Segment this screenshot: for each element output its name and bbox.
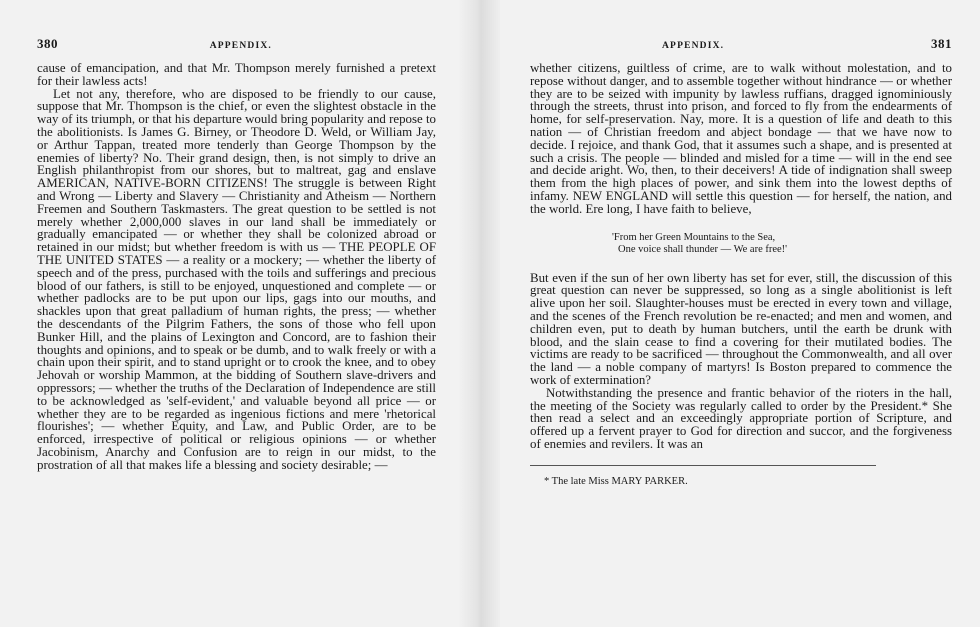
left-paragraph-2: Let not any, therefore, who are disposed to be friendly to our cause, suppose that Mr. Thompson is the chief, or even the slightest obstacle in the way of its triumph, or that his departure would bring popularity and repose to the abolitionists. Is James G. Birney, or Theodore D. Weld, or William Jay, or Arthur Tappan, treated more tenderly than George Thompson by the enemies of liberty? No. Their grand design, then, is not simply to drive an English philanthropist from our shores, but to maltreat, gag and enslave AMERICAN, NATIVE-BORN CITIZENS! The struggle is between Right and Wrong — Liberty and Slavery — Christianity and Atheism — Northern Freemen and Southern Taskmasters. The great question to be settled is not merely whether 2,000,000 slaves in our land shall be immediately or gradually emancipated — or whether they shall be colonized abroad or retained in our midst; but whether freedom is with us — THE PEOPLE OF THE UNITED STATES — a reality or a mockery; — whether the liberty of speech and of the press, purchased with the toils and sufferings and precious blood of our fathers, is still to be enjoyed, unquestioned and complete — or whether padlocks are to be put upon our lips, gags into our mouths, and shackles upon that great palladium of human rights, the press; — whether the descendants of the Pilgrim Fathers, the sons of those who fell upon Bunker Hill, and the plains of Lexington and Concord, are to fashion their thoughts and opinions, and to speak or be dumb, and to walk freely or with a chain upon their spirit, and to stand upright or to crook the knee, and to obey Jehovah or worship Mammon, at the bidding of Southern slave-drivers and oppressors; — whether the truths of the Declaration of Independence are still to be acknowledged as 'self-evident,' and valuable beyond all price — or whether they are to be regarded as ingenious fictions and mere 'rhetorical flourishes'; — whether Equity, and Law, and Public Order, are to be enforced, irrespective of political or religious opinions — or whether Jacobinism, Anarchy and Confusion are to reign in our midst, to the prostration of all that makes life a blessing and society desirable; — [37, 86, 436, 472]
left-page-number: 380 [37, 36, 58, 51]
right-page-number: 381 [931, 36, 952, 51]
left-page [0, 0, 458, 627]
right-running-head [530, 36, 952, 62]
left-running-head [37, 36, 436, 62]
left-page-text [37, 62, 436, 472]
footnote: * The late Miss MARY PARKER. [544, 475, 688, 487]
left-section-title: APPENDIX. [209, 41, 272, 51]
right-paragraph-2: But even if the sun of her own liberty has set for ever, still, the discussion of this great question can never be suppressed, so long as a single abolitionist is left alive upon her soil. Slaughter-houses must be erected in every town and village, and the scenes of the French revolution be re-enacted; and men and women, and children even, put to death by human butchers, until the earth be drunk with blood, and the slain cease to find a covering for their mutilated bodies. The victims are ready to be sacrificed — throughout the Commonwealth, and all over the land — a noble company of martyrs! Is Boston prepared to commence the work of extermination? [530, 270, 952, 387]
right-section-title: APPENDIX. [662, 41, 725, 51]
left-paragraph-1: cause of emancipation, and that Mr. Thompson merely furnished a pretext for their lawless acts! [37, 61, 436, 88]
right-page-text [530, 62, 952, 451]
book-gutter [458, 0, 500, 627]
right-paragraph-3: Notwithstanding the presence and frantic behavior of the rioters in the hall, the meeting of the Society was regularly called to order by the President.* She then read a select and an exceedingly appropriate portion of Scripture, and offered up a fervent prayer to God for direction and succor, and the forgiveness of enemies and revilers. It was an [530, 385, 952, 451]
right-page [500, 0, 980, 627]
verse-line-2: One voice shall thunder — We are free!' [618, 243, 788, 255]
verse-quote [612, 232, 952, 256]
verse-line-1: 'From her Green Mountains to the Sea, [612, 231, 776, 243]
footnote-rule [530, 465, 876, 466]
right-paragraph-1: whether citizens, guiltless of crime, are to walk without molestation, and to repose without danger, and to assemble together without hindrance — or whether they are to be seized with impunity by lawless ruffians, dragged ignominiously through the streets, thrust into prison, and forced to fly from the endearments of home, for self-preservation. Nay, more. It is a question of life and death to this nation — of Christian freedom and abject bondage — that we have now to decide. I rejoice, and thank God, that it assumes such a shape, and is presented at such a crisis. The people — blinded and misled for a time — will in the end see and decide aright. Wo, then, to their deceivers! A tide of indignation shall sweep them from the high places of power, and sink them into the lowest depths of infamy. NEW ENGLAND will settle this question — for herself, the nation, and the world. Ere long, I have faith to believe, [530, 61, 952, 216]
